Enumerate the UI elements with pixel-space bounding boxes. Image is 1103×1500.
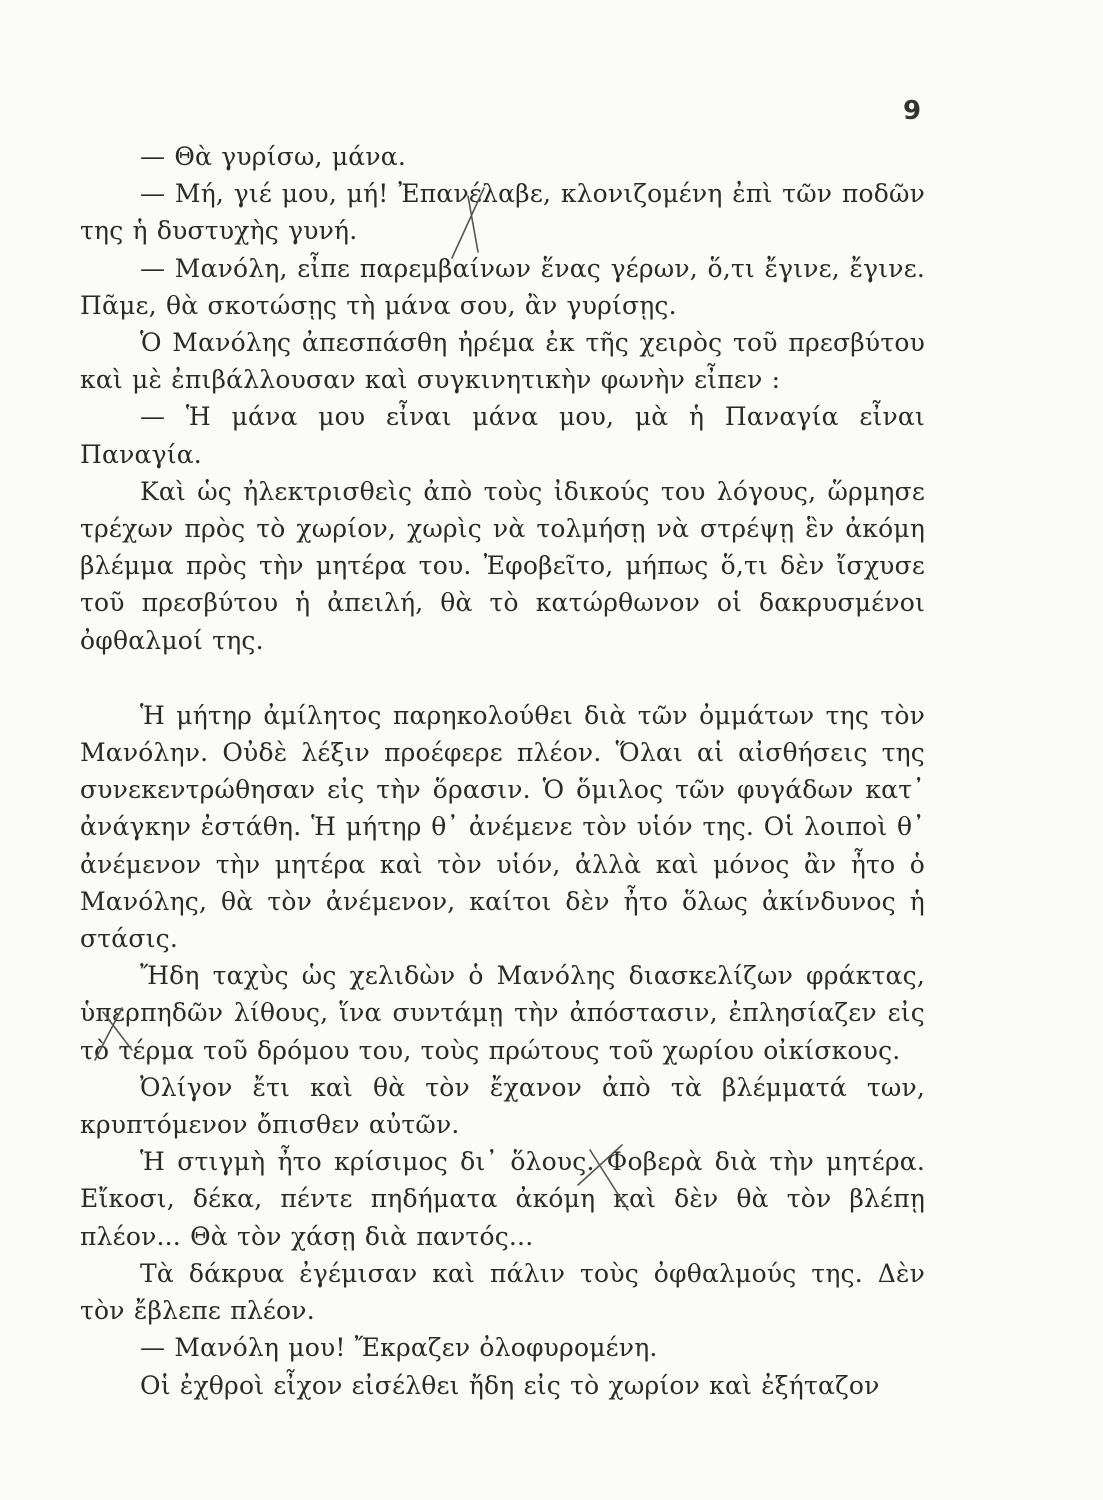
body-text xyxy=(80,138,925,1404)
paragraph: Ἡ στιγμὴ ἦτο κρίσιμος δι᾿ ὅλους. Φοβερὰ διὰ τὴν μητέρα. Εἴκοσι, δέκα, πέντε πηδήματα ἀκόμη καὶ δὲν θὰ τὸν βλέπῃ πλέον... Θὰ τὸν χάσῃ διὰ παντός... xyxy=(80,1147,925,1251)
paragraph: — Θὰ γυρίσω, μάνα. xyxy=(140,142,407,171)
paragraph: Τὰ δάκρυα ἐγέμισαν καὶ πάλιν τοὺς ὀφθαλμούς της. Δὲν τὸν ἔβλεπε πλέον. xyxy=(80,1258,925,1326)
paragraph: — Μή, γιέ μου, μή! Ἐπανέλαβε, κλονιζομένη ἐπὶ τῶν ποδῶν της ἡ δυστυχὴς γυνή. xyxy=(80,179,925,246)
paragraph: — Μανόλη, εἶπε παρεμβαίνων ἕνας γέρων, ὅ,τι ἔγινε, ἔγινε. Πᾶμε, θὰ σκοτώσῃς τὴ μάνα σου, ἂν γυρίσῃς. xyxy=(80,253,925,320)
paragraph: — Μανόλη μου! Ἔκραζεν ὀλοφυρομένη. xyxy=(140,1333,658,1363)
paragraph: Ὁ Μανόλης ἀπεσπάσθη ἠρέμα ἐκ τῆς χειρὸς τοῦ πρεσβύτου καὶ μὲ ἐπιβάλλουσαν καὶ συγκινητικὴν φωνὴν εἶπεν : xyxy=(80,328,925,395)
page-number: 9 xyxy=(903,96,922,126)
paragraph: Ἤδη ταχὺς ὡς χελιδὼν ὁ Μανόλης διασκελίζων φράκτας, ὑπερπηδῶν λίθους, ἵνα συντάμῃ τὴν ἀπόστασιν, ἐπλησίαζεν εἰς τὸ τέρμα τοῦ δρόμου του, τοὺς πρώτους τοῦ χωρίου οἰκίσκους. xyxy=(80,961,925,1065)
paragraph: Οἱ ἐχθροὶ εἶχον εἰσέλθει ἤδη εἰς τὸ χωρίον καὶ ἐξήταζον xyxy=(140,1370,880,1400)
paragraph: Καὶ ὡς ἠλεκτρισθεὶς ἀπὸ τοὺς ἰδικούς του λόγους, ὥρμησε τρέχων πρὸς τὸ χωρίον, χωρὶς νὰ τολμήσῃ νὰ στρέψῃ ἓν ἀκόμη βλέμμα πρὸς τὴν μητέρα του. Ἐφοβεῖτο, μήπως ὅ,τι δὲν ἴσχυσε τοῦ πρεσβύτου ἡ ἀπειλή, θὰ τὸ κατώρθωνον οἱ δακρυσμένοι ὀφθαλμοί της. xyxy=(80,476,925,655)
paragraph: Ἡ μήτηρ ἀμίλητος παρηκολούθει διὰ τῶν ὀμμάτων της τὸν Μανόλην. Οὐδὲ λέξιν προέφερε πλέον. Ὅλαι αἱ αἰσθήσεις της συνεκεντρώθησαν εἰς τὴν ὅρασιν. Ὁ ὅμιλος τῶν φυγάδων κατ᾿ ἀνάγκην ἐστάθη. Ἡ μήτηρ θ᾿ ἀνέμενε τὸν υἱόν της. Οἱ λοιποὶ θ᾿ ἀνέμενον τὴν μητέρα καὶ τὸν υἱόν, ἀλλὰ καὶ μόνος ἂν ἦτο ὁ Μανόλης, θὰ τὸν ἀνέμενον, καίτοι δὲν ἦτο ὅλως ἀκίνδυνος ἡ στάσις. xyxy=(80,700,925,954)
paragraph: Ὀλίγον ἔτι καὶ θὰ τὸν ἔχανον ἀπὸ τὰ βλέμματά των, κρυπτόμενον ὄπισθεν αὐτῶν. xyxy=(80,1072,925,1140)
paragraph: — Ἡ μάνα μου εἶναι μάνα μου, μὰ ἡ Παναγία εἶναι Παναγία. xyxy=(80,402,925,469)
